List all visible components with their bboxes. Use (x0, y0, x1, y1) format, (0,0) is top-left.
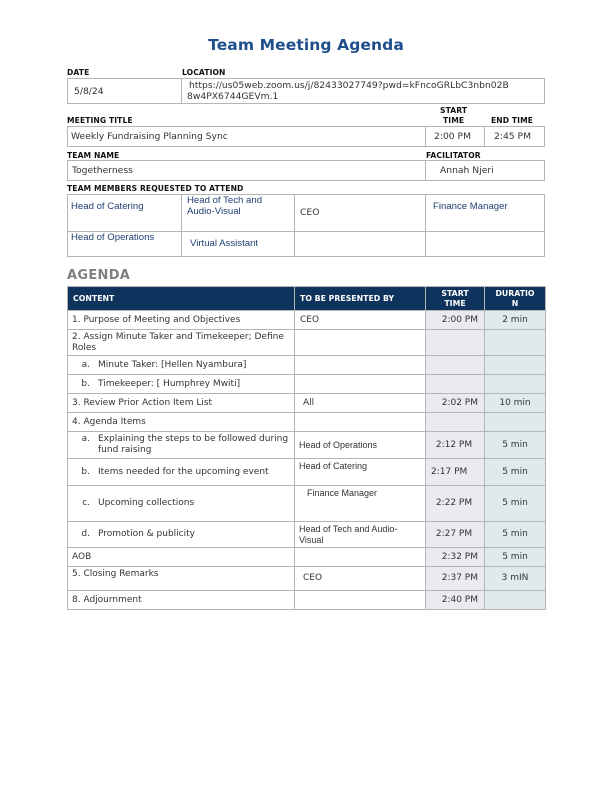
facilitator-label: FACILITATOR (426, 151, 481, 160)
document-title: Team Meeting Agenda (208, 36, 404, 54)
row-marker: b. (81, 378, 90, 389)
divider (425, 160, 426, 181)
row-start[interactable]: 2:00 PM (426, 311, 485, 330)
row-duration[interactable]: 5 min (485, 459, 546, 486)
col-start-time (426, 287, 485, 311)
row-presenter[interactable] (295, 591, 426, 610)
start-time-label-2: TIME (443, 116, 465, 125)
row-duration[interactable] (485, 356, 546, 375)
row-marker: c. (82, 498, 90, 508)
divider (484, 126, 485, 147)
row-start[interactable] (426, 330, 485, 356)
end-time-value[interactable]: 2:45 PM (494, 131, 532, 142)
row-content-text: Upcoming collections (98, 498, 195, 508)
location-value-line2[interactable]: 8w4PX6744GEVm.1 (187, 91, 279, 102)
member-head-of-operations[interactable]: Head of Operations (71, 232, 155, 243)
meeting-title-label: MEETING TITLE (67, 116, 133, 125)
row-presenter[interactable]: CEO (295, 311, 426, 330)
row-content[interactable]: 8. Adjournment (68, 591, 295, 610)
row-presenter[interactable]: All (295, 394, 426, 413)
row-start[interactable] (426, 413, 485, 432)
divider (294, 194, 295, 257)
row-content[interactable] (68, 459, 295, 486)
start-time-label-1: START (440, 106, 468, 115)
col-presenter: TO BE PRESENTED BY (295, 287, 426, 311)
members-label: TEAM MEMBERS REQUESTED TO ATTEND (67, 184, 244, 193)
col-duration-2: N (511, 298, 519, 308)
row-marker: b. (81, 466, 90, 477)
team-name-value[interactable]: Togetherness (72, 165, 133, 176)
location-value-line1[interactable]: https://us05web.zoom.us/j/82433027749?pwd=kFncoGRLbC3nbn02B (189, 80, 509, 91)
start-time-value[interactable]: 2:00 PM (434, 131, 472, 142)
table-row (68, 356, 546, 375)
divider (425, 126, 426, 147)
member-ceo[interactable]: CEO (300, 207, 320, 218)
facilitator-value[interactable]: Annah Njeri (440, 165, 494, 176)
row-duration[interactable]: 2 min (485, 311, 546, 330)
agenda-header-row (68, 287, 546, 311)
row-content[interactable]: 5. Closing Remarks (68, 567, 295, 591)
col-start-time-1: START (441, 289, 469, 298)
row-duration[interactable] (485, 330, 546, 356)
divider (181, 194, 182, 257)
member-head-of-tech[interactable]: Head of Tech and Audio-Visual (187, 195, 263, 217)
table-row (68, 486, 546, 522)
table-row (68, 375, 546, 394)
row-marker: a. (81, 359, 90, 370)
table-row (68, 432, 546, 459)
row-presenter[interactable] (295, 356, 426, 375)
row-marker: d. (81, 529, 90, 539)
row-content-text: Promotion & publicity (98, 529, 195, 539)
table-row (68, 567, 546, 591)
team-name-label: TEAM NAME (67, 151, 120, 160)
divider (181, 78, 182, 104)
table-row (68, 591, 546, 610)
divider (425, 194, 426, 257)
row-duration[interactable]: 10 min (485, 394, 546, 413)
table-row (68, 413, 546, 432)
row-start[interactable]: 2:32 PM (426, 548, 485, 567)
row-start[interactable] (426, 375, 485, 394)
row-content[interactable]: 3. Review Prior Action Item List (68, 394, 295, 413)
row-start[interactable]: 2:12 PM (426, 432, 485, 459)
row-duration[interactable] (485, 591, 546, 610)
row-content[interactable] (68, 375, 295, 394)
row-content[interactable]: AOB (68, 548, 295, 567)
row-content-text: Minute Taker: [Hellen Nyambura] (98, 359, 247, 370)
row-presenter[interactable] (295, 548, 426, 567)
table-row (68, 459, 546, 486)
row-content-text: Explaining the steps to be followed during fund raising (98, 434, 289, 455)
row-content[interactable] (68, 432, 295, 459)
row-presenter[interactable]: Head of Operations (295, 432, 426, 459)
row-start[interactable]: 2:02 PM (426, 394, 485, 413)
row-content[interactable] (68, 522, 295, 548)
row-start[interactable] (426, 356, 485, 375)
row-start[interactable]: 2:22 PM (426, 486, 485, 522)
row-start[interactable]: 2:17 PM (426, 459, 485, 486)
col-start-time-2: TIME (444, 298, 466, 308)
row-duration[interactable] (485, 375, 546, 394)
date-label: DATE (67, 68, 90, 77)
row-content-text: Timekeeper: [ Humphrey Mwiti] (98, 378, 241, 389)
location-label: LOCATION (182, 68, 226, 77)
agenda-heading: AGENDA (67, 268, 131, 283)
table-row (68, 548, 546, 567)
row-start[interactable]: 2:27 PM (426, 522, 485, 548)
row-duration[interactable]: 5 min (485, 548, 546, 567)
row-presenter[interactable]: Head of Catering (295, 459, 426, 486)
member-head-of-catering[interactable]: Head of Catering (71, 201, 144, 212)
row-duration[interactable]: 3 mIN (485, 567, 546, 591)
member-virtual-assistant[interactable]: Virtual Assistant (190, 238, 259, 249)
row-presenter[interactable] (295, 413, 426, 432)
row-content[interactable]: 2. Assign Minute Taker and Timekeeper; Define Roles (68, 330, 295, 356)
table-row (68, 522, 546, 548)
row-content[interactable]: 1. Purpose of Meeting and Objectives (68, 311, 295, 330)
col-duration (485, 287, 546, 311)
member-finance-manager[interactable]: Finance Manager (433, 201, 508, 212)
row-presenter[interactable] (295, 375, 426, 394)
end-time-label: END TIME (491, 116, 534, 125)
agenda-table (67, 286, 546, 610)
row-presenter[interactable] (295, 330, 426, 356)
row-content[interactable] (68, 356, 295, 375)
table-row (68, 394, 546, 413)
row-duration[interactable]: 5 min (485, 486, 546, 522)
row-content[interactable] (68, 486, 295, 522)
meeting-title-value[interactable]: Weekly Fundraising Planning Sync (71, 131, 228, 142)
table-row (68, 330, 546, 356)
date-value[interactable]: 5/8/24 (74, 86, 104, 97)
table-row (68, 311, 546, 330)
row-marker: a. (81, 434, 90, 444)
row-content-text: Items needed for the upcoming event (98, 466, 269, 477)
row-start[interactable]: 2:40 PM (426, 591, 485, 610)
row-content[interactable]: 4. Agenda Items (68, 413, 295, 432)
row-duration[interactable] (485, 413, 546, 432)
row-presenter[interactable]: Head of Tech and Audio-Visual (295, 522, 426, 548)
row-start[interactable]: 2:37 PM (426, 567, 485, 591)
row-presenter[interactable]: Finance Manager (295, 486, 426, 522)
row-presenter[interactable]: CEO (295, 567, 426, 591)
col-content: CONTENT (68, 287, 295, 311)
row-duration[interactable]: 5 min (485, 522, 546, 548)
col-duration-1: DURATIO (495, 289, 535, 298)
row-duration[interactable]: 5 min (485, 432, 546, 459)
